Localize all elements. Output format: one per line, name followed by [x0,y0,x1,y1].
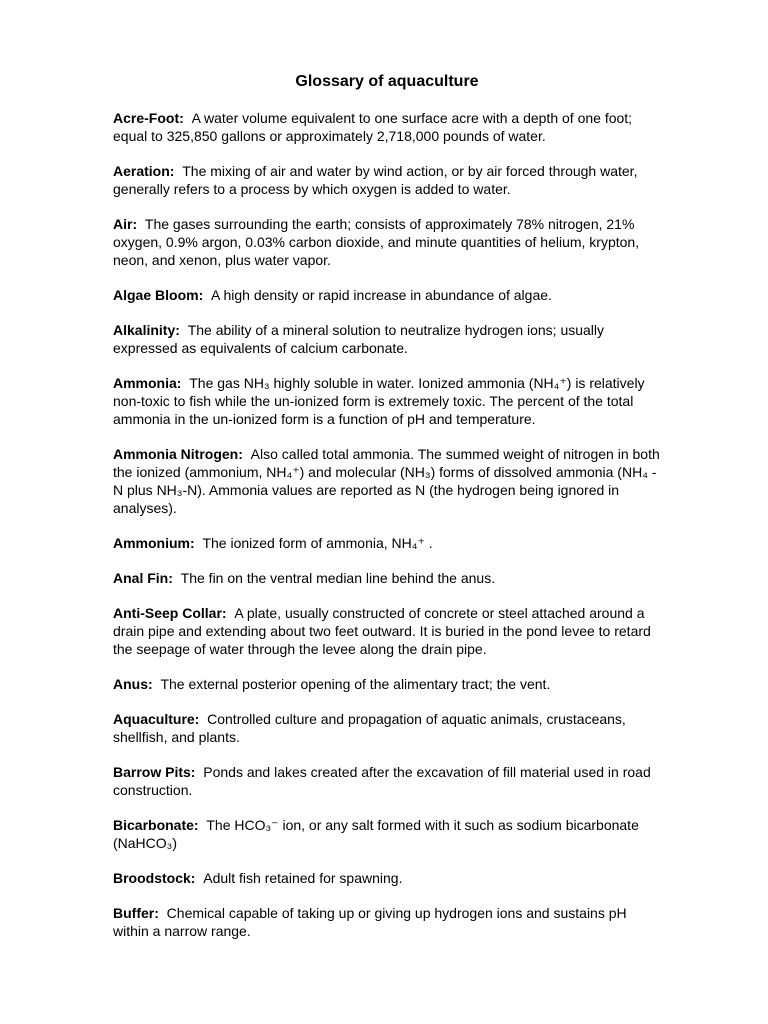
glossary-term: Aquaculture: [113,711,200,727]
glossary-entry-algae-bloom [113,286,661,304]
glossary-entry-broodstock [113,869,661,887]
document-page [113,72,661,957]
glossary-definition: Chemical capable of taking up or giving up hydrogen ions and sustains pH within a narrow range. [113,905,627,939]
glossary-entry-aquaculture [113,710,661,746]
glossary-definition: The gas NH₃ highly soluble in water. Ionized ammonia (NH₄⁺) is relatively non-toxic to fish while the un-ionized form is extremely toxic. The percent of the total ammonia in the un-ionized form is a function of pH and temperature. [113,375,645,427]
glossary-definition: A water volume equivalent to one surface acre with a depth of one foot; equal to 325,850 gallons or approximately 2,718,000 pounds of water. [113,110,633,144]
glossary-entry-buffer [113,904,661,940]
glossary-term: Ammonia Nitrogen: [113,446,243,462]
glossary-term: Aeration: [113,163,175,179]
glossary-term: Alkalinity: [113,322,180,338]
glossary-definition: The fin on the ventral median line behind the anus. [180,570,496,586]
glossary-entry-aeration [113,162,661,198]
glossary-definition: Also called total ammonia. The summed weight of nitrogen in both the ionized (ammonium, NH₄⁺) and molecular (NH₃) forms of dissolved ammonia (NH₄ - N plus NH₃-N). Ammonia values are reported as N (the hydrogen being ignored in analyses). [113,446,660,516]
glossary-term: Buffer: [113,905,159,921]
glossary-term: Broodstock: [113,870,196,886]
glossary-definition: Controlled culture and propagation of aquatic animals, crustaceans, shellfish, and plants. [113,711,626,745]
glossary-term: Acre-Foot: [113,110,184,126]
glossary-term: Algae Bloom: [113,287,204,303]
glossary-entry-ammonia-nitrogen [113,445,661,517]
glossary-term: Anal Fin: [113,570,173,586]
glossary-entry-anti-seep-collar [113,604,661,658]
glossary-definition: Ponds and lakes created after the excavation of fill material used in road construction. [113,764,651,798]
glossary-definition: A high density or rapid increase in abundance of algae. [211,287,552,303]
glossary-entry-air [113,215,661,269]
glossary-definition: The external posterior opening of the alimentary tract; the vent. [160,676,551,692]
glossary-entry-bicarbonate [113,816,661,852]
glossary-entry-anus [113,675,661,693]
glossary-definition: The ability of a mineral solution to neutralize hydrogen ions; usually expressed as equivalents of calcium carbonate. [113,322,605,356]
glossary-entry-alkalinity [113,321,661,357]
glossary-definition: The HCO₃⁻ ion, or any salt formed with it such as sodium bicarbonate (NaHCO₃) [113,817,639,851]
glossary-entry-ammonia [113,374,661,428]
glossary-term: Ammonium: [113,535,195,551]
glossary-term: Barrow Pits: [113,764,196,780]
glossary-term: Anti-Seep Collar: [113,605,227,621]
glossary-entry-acre-foot [113,109,661,145]
glossary-entry-barrow-pits [113,763,661,799]
page-title: Glossary of aquaculture [295,73,479,90]
glossary-term: Anus: [113,676,153,692]
glossary-term: Bicarbonate: [113,817,199,833]
glossary-definition: The ionized form of ammonia, NH₄⁺ . [202,535,433,551]
glossary-entry-ammonium [113,534,661,552]
glossary-definition: The gases surrounding the earth; consists of approximately 78% nitrogen, 21% oxygen, 0.9% argon, 0.03% carbon dioxide, and minute quantities of helium, krypton, neon, and xenon, plus water vapor. [113,216,640,268]
glossary-entry-anal-fin [113,569,661,587]
glossary-definition: The mixing of air and water by wind action, or by air forced through water, generally refers to a process by which oxygen is added to water. [113,163,638,197]
glossary-definition: A plate, usually constructed of concrete or steel attached around a drain pipe and extending about two feet outward. It is buried in the pond levee to retard the seepage of water through the levee along the drain pipe. [113,605,651,657]
glossary-term: Ammonia: [113,375,182,391]
glossary-definition: Adult fish retained for spawning. [203,870,403,886]
glossary-term: Air: [113,216,138,232]
